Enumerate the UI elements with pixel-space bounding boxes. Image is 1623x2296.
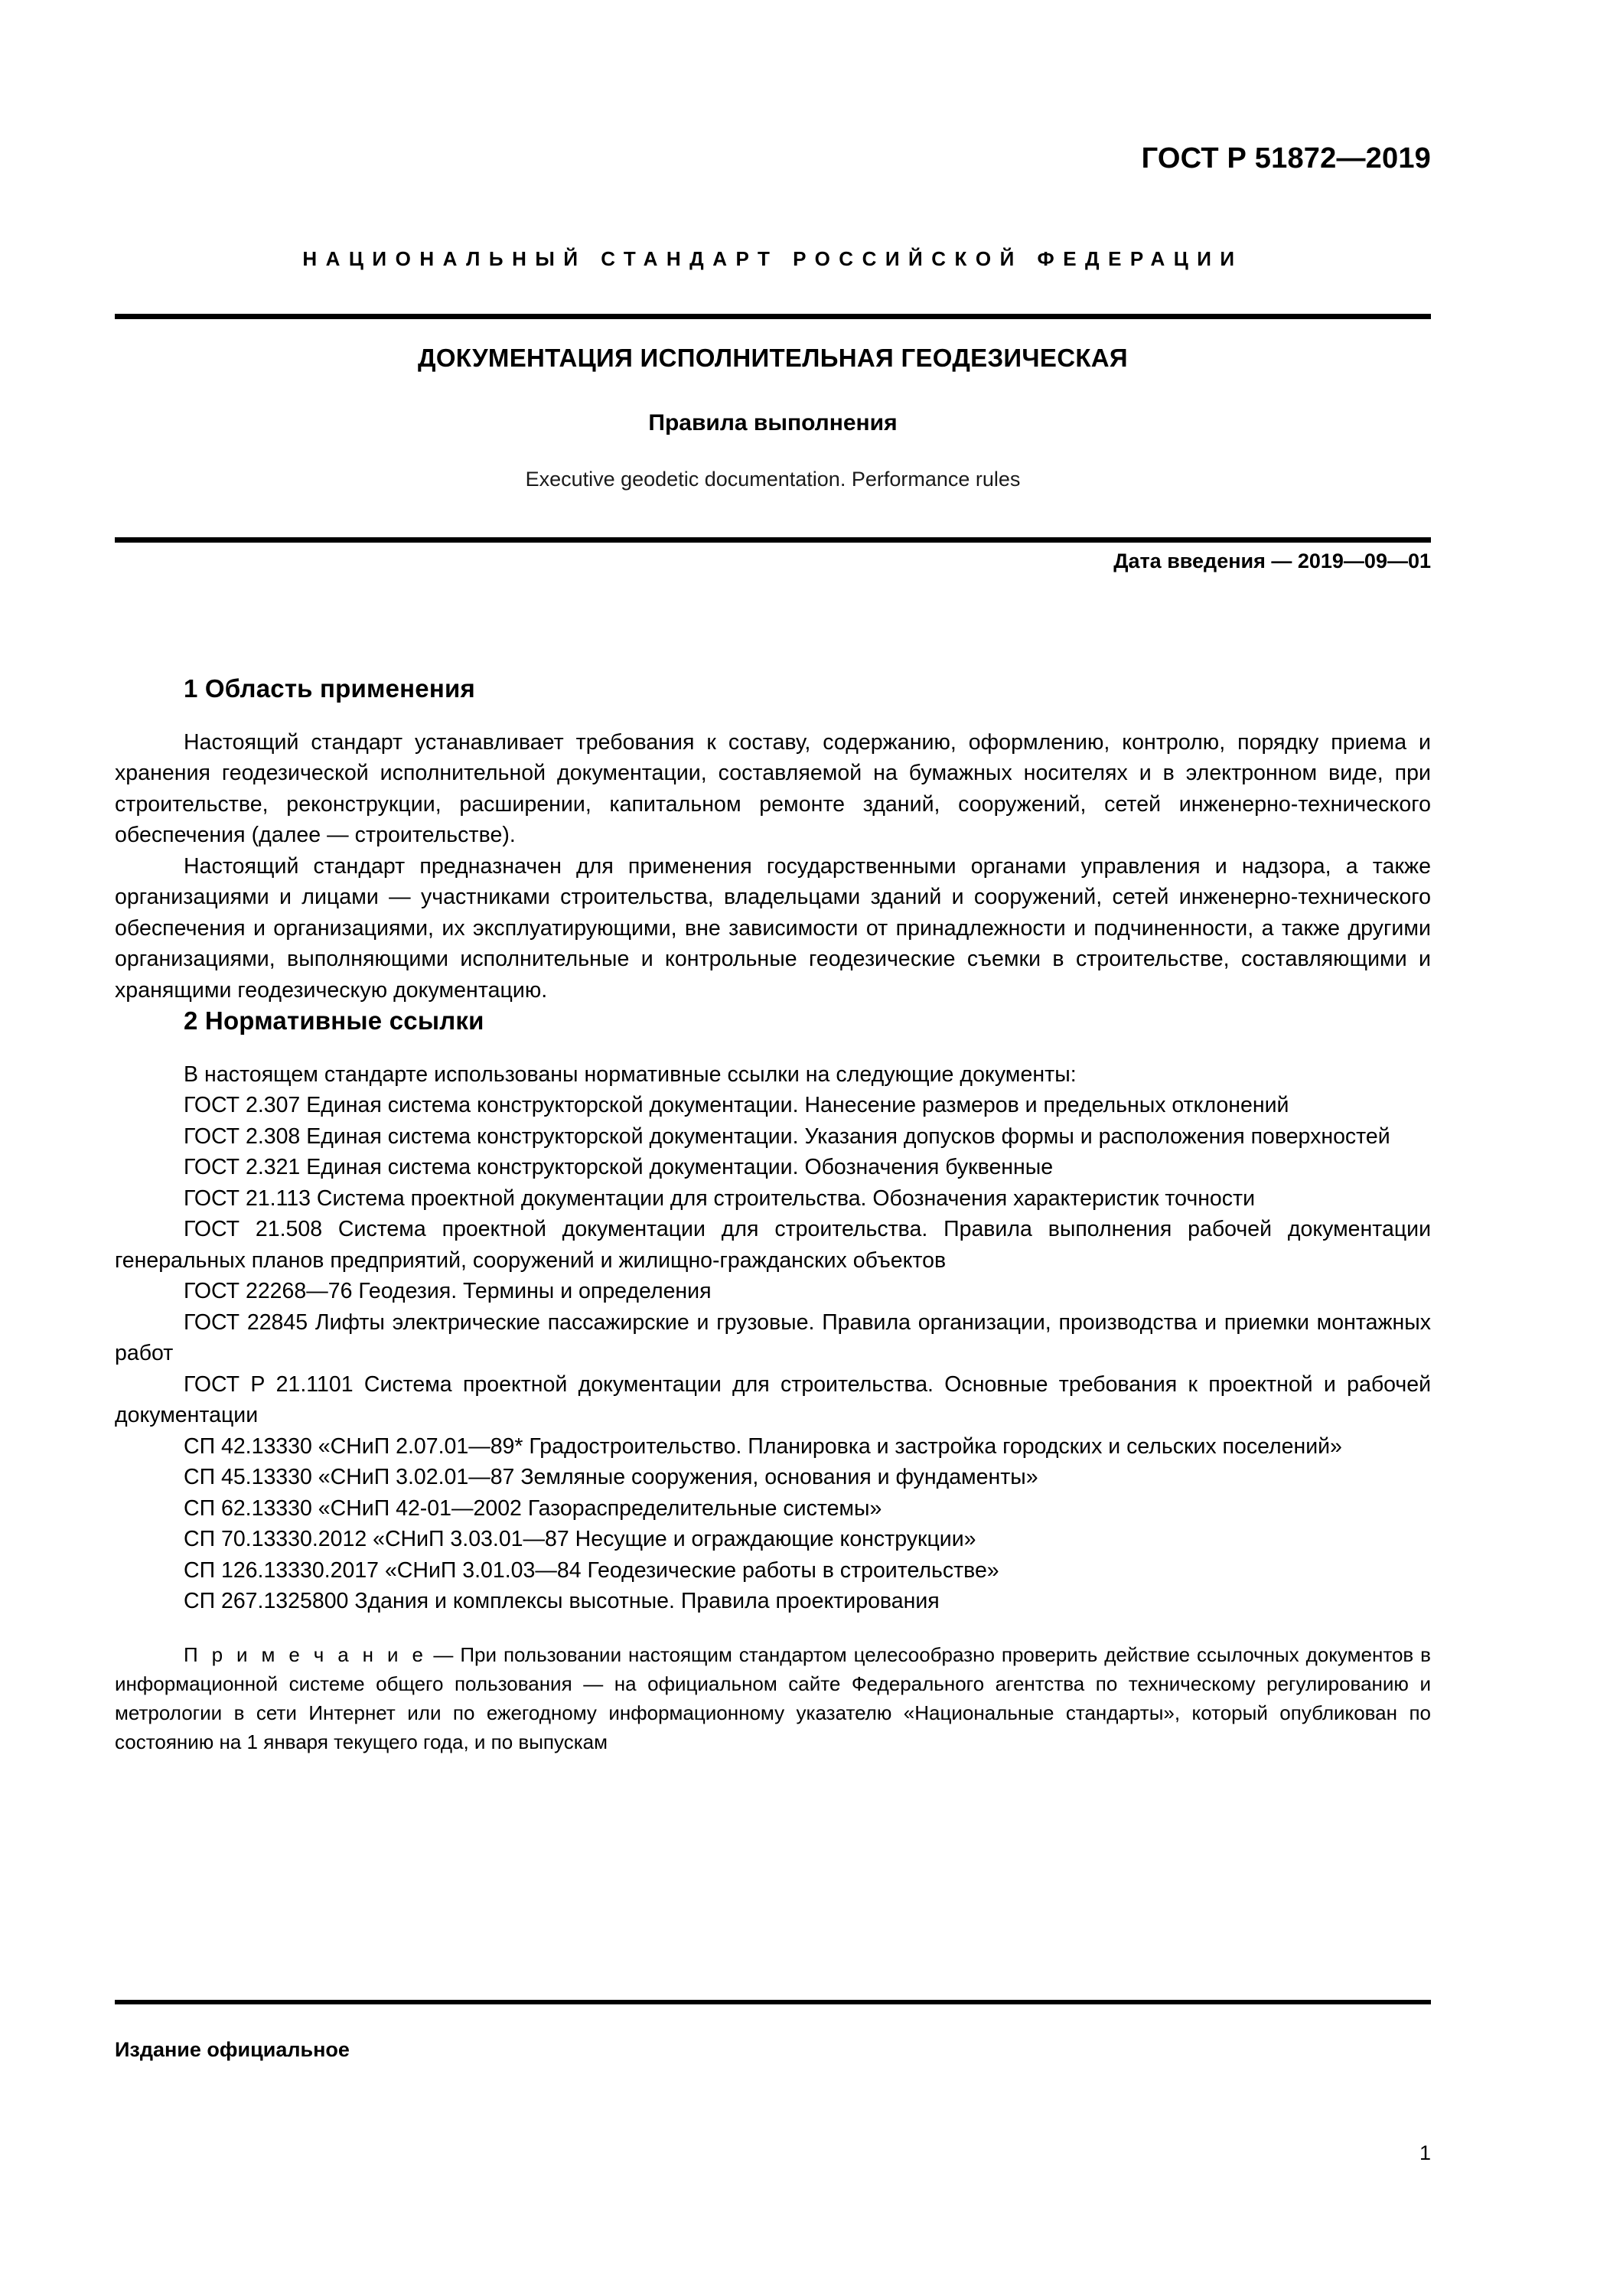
reference-item: ГОСТ 22845 Лифты электрические пассажирские и грузовые. Правила организации, производства и приемки монтажных работ bbox=[115, 1309, 1431, 1366]
section-1-paragraph-2: Настоящий стандарт предназначен для применения государственными органами управления и надзора, а также организациями и лицами — участниками строительства, владельцами зданий и сооружений, сетей инженерно-технического обеспечения и организациями, их эксплуатирующими, вне зависимости от принадлежности и подчиненности, а также другими организациями, выполняющими исполнительные и контрольные геодезические съемки в строительстве, составляющими и хранящими геодезическую документацию. bbox=[115, 853, 1431, 1003]
divider-top bbox=[115, 314, 1431, 319]
reference-item: ГОСТ 2.307 Единая система конструкторской документации. Нанесение размеров и предельных отклонений bbox=[184, 1093, 1289, 1118]
official-edition-label: Издание официальное bbox=[115, 2038, 350, 2061]
document-body bbox=[115, 673, 1431, 1756]
normative-reference-list bbox=[115, 1090, 1431, 1617]
section-2-note bbox=[115, 1640, 1431, 1756]
note-text: — При пользовании настоящим стандартом целесообразно проверить действие ссылочных документов в информационной системе общего пользования — на официальном сайте Федерального агентства по техническому регулированию и метрологии в сети Интернет или по ежегодному информационному указателю «Национальные стандарты», который опубликован по состоянию на 1 января текущего года, и по выпускам bbox=[115, 1642, 1431, 1753]
section-2-heading: 2 Нормативные ссылки bbox=[184, 1006, 484, 1035]
document-title: ДОКУМЕНТАЦИЯ ИСПОЛНИТЕЛЬНАЯ ГЕОДЕЗИЧЕСКАЯ bbox=[418, 344, 1128, 372]
divider-footer bbox=[115, 2000, 1431, 2004]
page-number: 1 bbox=[1419, 2141, 1431, 2164]
reference-item: ГОСТ 2.308 Единая система конструкторской документации. Указания допусков формы и расположения поверхностей bbox=[184, 1124, 1390, 1149]
document-number: ГОСТ Р 51872—2019 bbox=[1141, 142, 1431, 174]
reference-item: СП 126.13330.2017 «СНиП 3.01.03—84 Геодезические работы в строительстве» bbox=[184, 1557, 999, 1583]
document-subtitle: Правила выполнения bbox=[648, 410, 898, 435]
note-label: П р и м е ч а н и е bbox=[184, 1642, 427, 1666]
reference-item: СП 45.13330 «СНиП 3.02.01—87 Земляные сооружения, основания и фундаменты» bbox=[184, 1465, 1038, 1490]
reference-item: СП 62.13330 «СНиП 42-01—2002 Газораспределительные системы» bbox=[184, 1495, 882, 1521]
national-standard-line: НАЦИОНАЛЬНЫЙ СТАНДАРТ РОССИЙСКОЙ ФЕДЕРАЦИИ bbox=[302, 247, 1243, 270]
reference-item: ГОСТ 21.113 Система проектной документации для строительства. Обозначения характеристик точности bbox=[184, 1186, 1256, 1211]
reference-item: ГОСТ Р 21.1101 Система проектной документации для строительства. Основные требования к проектной и рабочей документации bbox=[115, 1371, 1431, 1428]
section-2-intro: В настоящем стандарте использованы нормативные ссылки на следующие документы: bbox=[184, 1062, 1077, 1087]
introduction-date: Дата введения — 2019—09—01 bbox=[1113, 550, 1431, 572]
document-title-english: Executive geodetic documentation. Performance rules bbox=[525, 468, 1021, 491]
reference-item: ГОСТ 22268—76 Геодезия. Термины и определения bbox=[184, 1279, 712, 1304]
divider-middle bbox=[115, 537, 1431, 543]
reference-item: СП 70.13330.2012 «СНиП 3.03.01—87 Несущие и ограждающие конструкции» bbox=[184, 1527, 976, 1552]
reference-item: ГОСТ 21.508 Система проектной документации для строительства. Правила выполнения рабочей документации генеральных планов предприятий, сооружений и жилищно-гражданских объектов bbox=[115, 1217, 1431, 1273]
reference-item: ГОСТ 2.321 Единая система конструкторской документации. Обозначения буквенные bbox=[184, 1155, 1054, 1180]
section-1-paragraph-1: Настоящий стандарт устанавливает требования к составу, содержанию, оформлению, контролю, порядку приема и хранения геодезической исполнительной документации, составляемой на бумажных носителях и в электронном виде, при строительстве, реконструкции, расширении, капитальном ремонте зданий, сооружений, сетей инженерно-технического обеспечения (далее — строительстве). bbox=[115, 729, 1431, 848]
reference-item: СП 267.1325800 Здания и комплексы высотные. Правила проектирования bbox=[184, 1589, 940, 1614]
section-1-heading: 1 Область применения bbox=[184, 674, 475, 703]
reference-item: СП 42.13330 «СНиП 2.07.01—89* Градостроительство. Планировка и застройка городских и сельских поселений» bbox=[184, 1433, 1342, 1459]
